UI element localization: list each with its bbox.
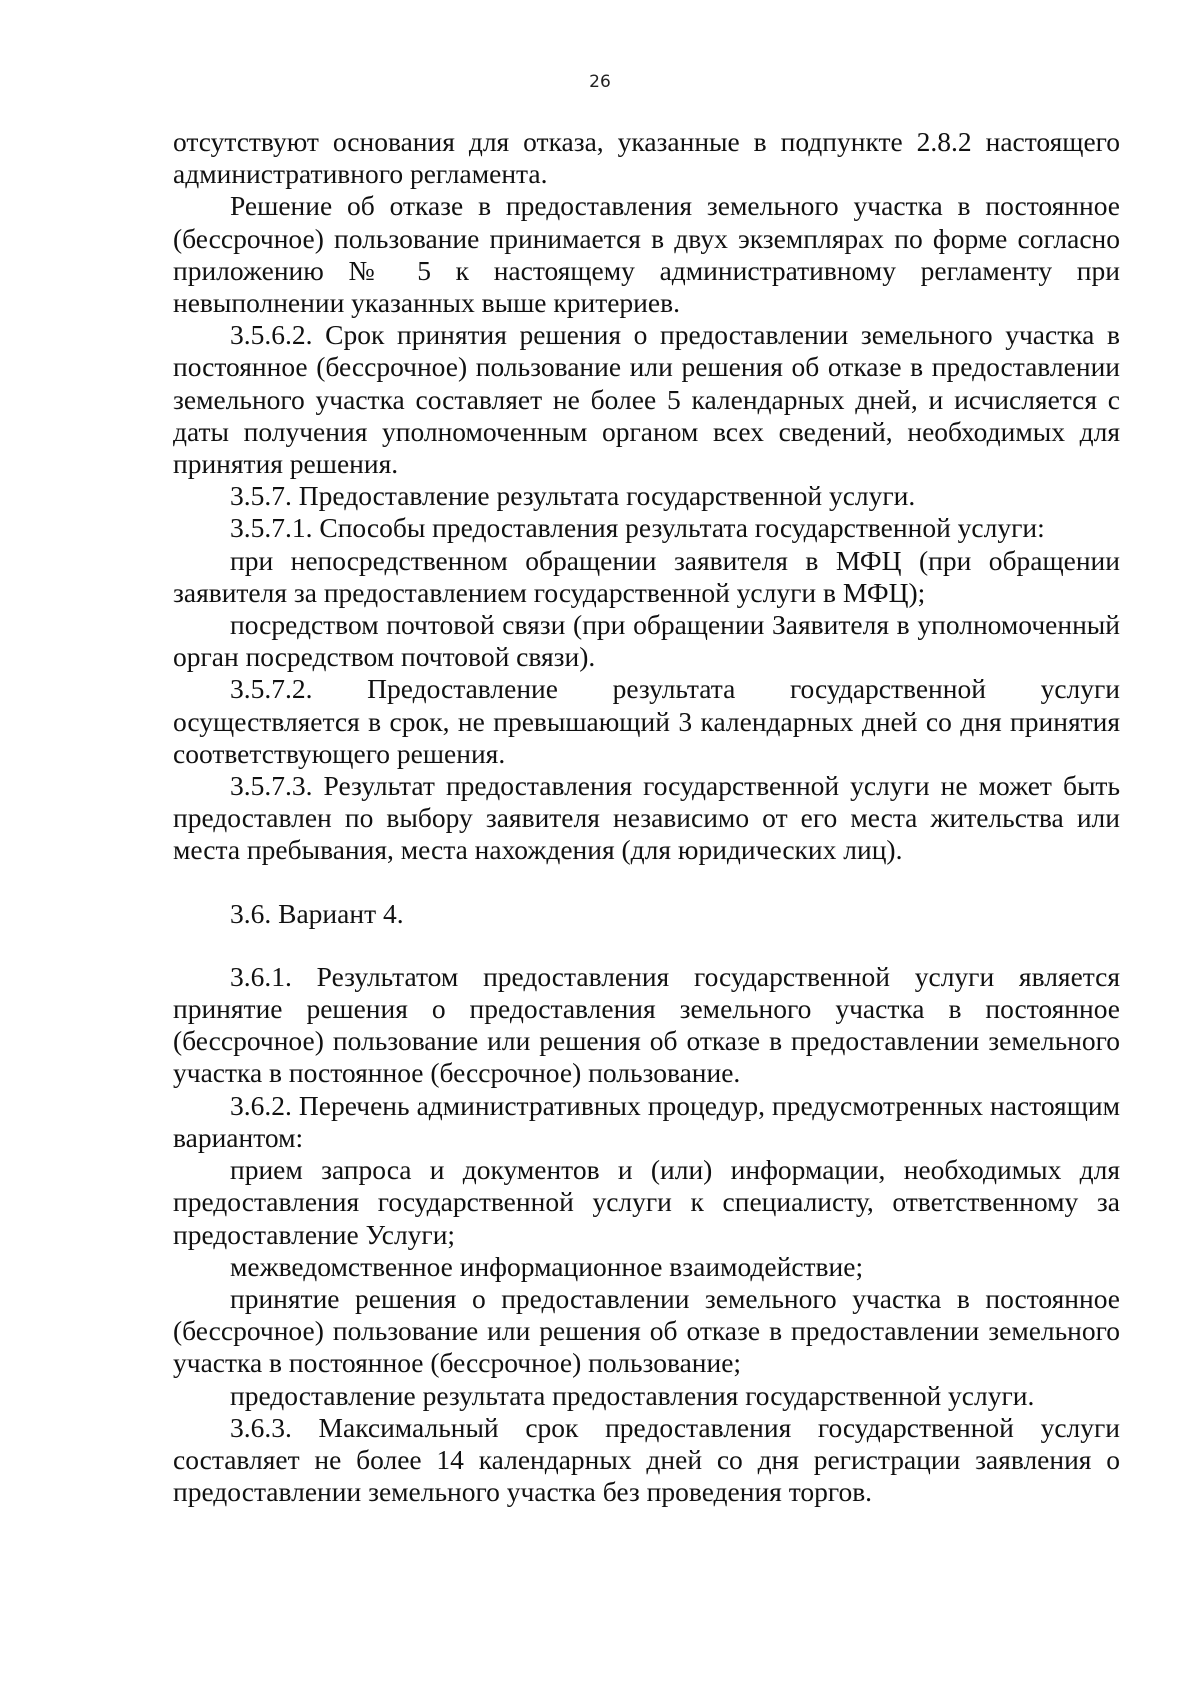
- paragraph: 3.6.1. Результатом предоставления государственной услуги является принятие решения о предоставления земельного участка в постоянное (бессрочное) пользование или решения об отказе в предоставлении земельного участка в постоянное (бессрочное) пользование.: [173, 960, 1120, 1089]
- paragraph: принятие решения о предоставлении земельного участка в постоянное (бессрочное) пользование или решения об отказе в предоставлении земельного участка в постоянное (бессрочное) пользование;: [173, 1282, 1120, 1379]
- paragraph: 3.5.7.1. Способы предоставления результата государственной услуги:: [230, 512, 1045, 544]
- page-number: 26: [589, 72, 611, 92]
- paragraph: посредством почтовой связи (при обращении Заявителя в уполномоченный орган посредством почтовой связи).: [173, 609, 1120, 673]
- paragraph: Решение об отказе в предоставления земельного участка в постоянное (бессрочное) пользование принимается в двух экземплярах по форме согласно приложению № 5 к настоящему административному регламенту при невыполнении указанных выше критериев.: [173, 190, 1120, 319]
- paragraph: 3.5.7.2. Предоставление результата государственной услуги осуществляется в срок, не превышающий 3 календарных дней со дня принятия соответствующего решения.: [173, 673, 1120, 769]
- paragraph: предоставление результата предоставления государственной услуги.: [230, 1379, 1035, 1411]
- paragraph: при непосредственном обращении заявителя в МФЦ (при обращении заявителя за предоставлением государственной услуги в МФЦ);: [173, 544, 1120, 608]
- paragraph: межведомственное информационное взаимодействие;: [230, 1250, 864, 1282]
- paragraph: отсутствуют основания для отказа, указанные в подпункте 2.8.2 настоящего административного регламента.: [173, 126, 1120, 190]
- document-body: [173, 126, 1120, 1508]
- section-heading: 3.6. Вариант 4.: [230, 897, 404, 929]
- paragraph: 3.6.3. Максимальный срок предоставления государственной услуги составляет не более 14 календарных дней со дня регистрации заявления о предоставлении земельного участка без проведения торгов.: [173, 1411, 1120, 1508]
- paragraph: 3.5.7.3. Результат предоставления государственной услуги не может быть предоставлен по выбору заявителя независимо от его места жительства или места пребывания, места нахождения (для юридических лиц).: [173, 770, 1120, 866]
- paragraph: 3.6.2. Перечень административных процедур, предусмотренных настоящим вариантом:: [173, 1089, 1120, 1153]
- paragraph: 3.5.6.2. Срок принятия решения о предоставлении земельного участка в постоянное (бессрочное) пользование или решения об отказе в предоставлении земельного участка составляет не более 5 календарных дней, и исчисляется с даты получения уполномоченным органом всех сведений, необходимых для принятия решения.: [173, 319, 1120, 480]
- paragraph: прием запроса и документов и (или) информации, необходимых для предоставления государственной услуги к специалисту, ответственному за предоставление Услуги;: [173, 1154, 1120, 1250]
- paragraph: 3.5.7. Предоставление результата государственной услуги.: [230, 480, 916, 512]
